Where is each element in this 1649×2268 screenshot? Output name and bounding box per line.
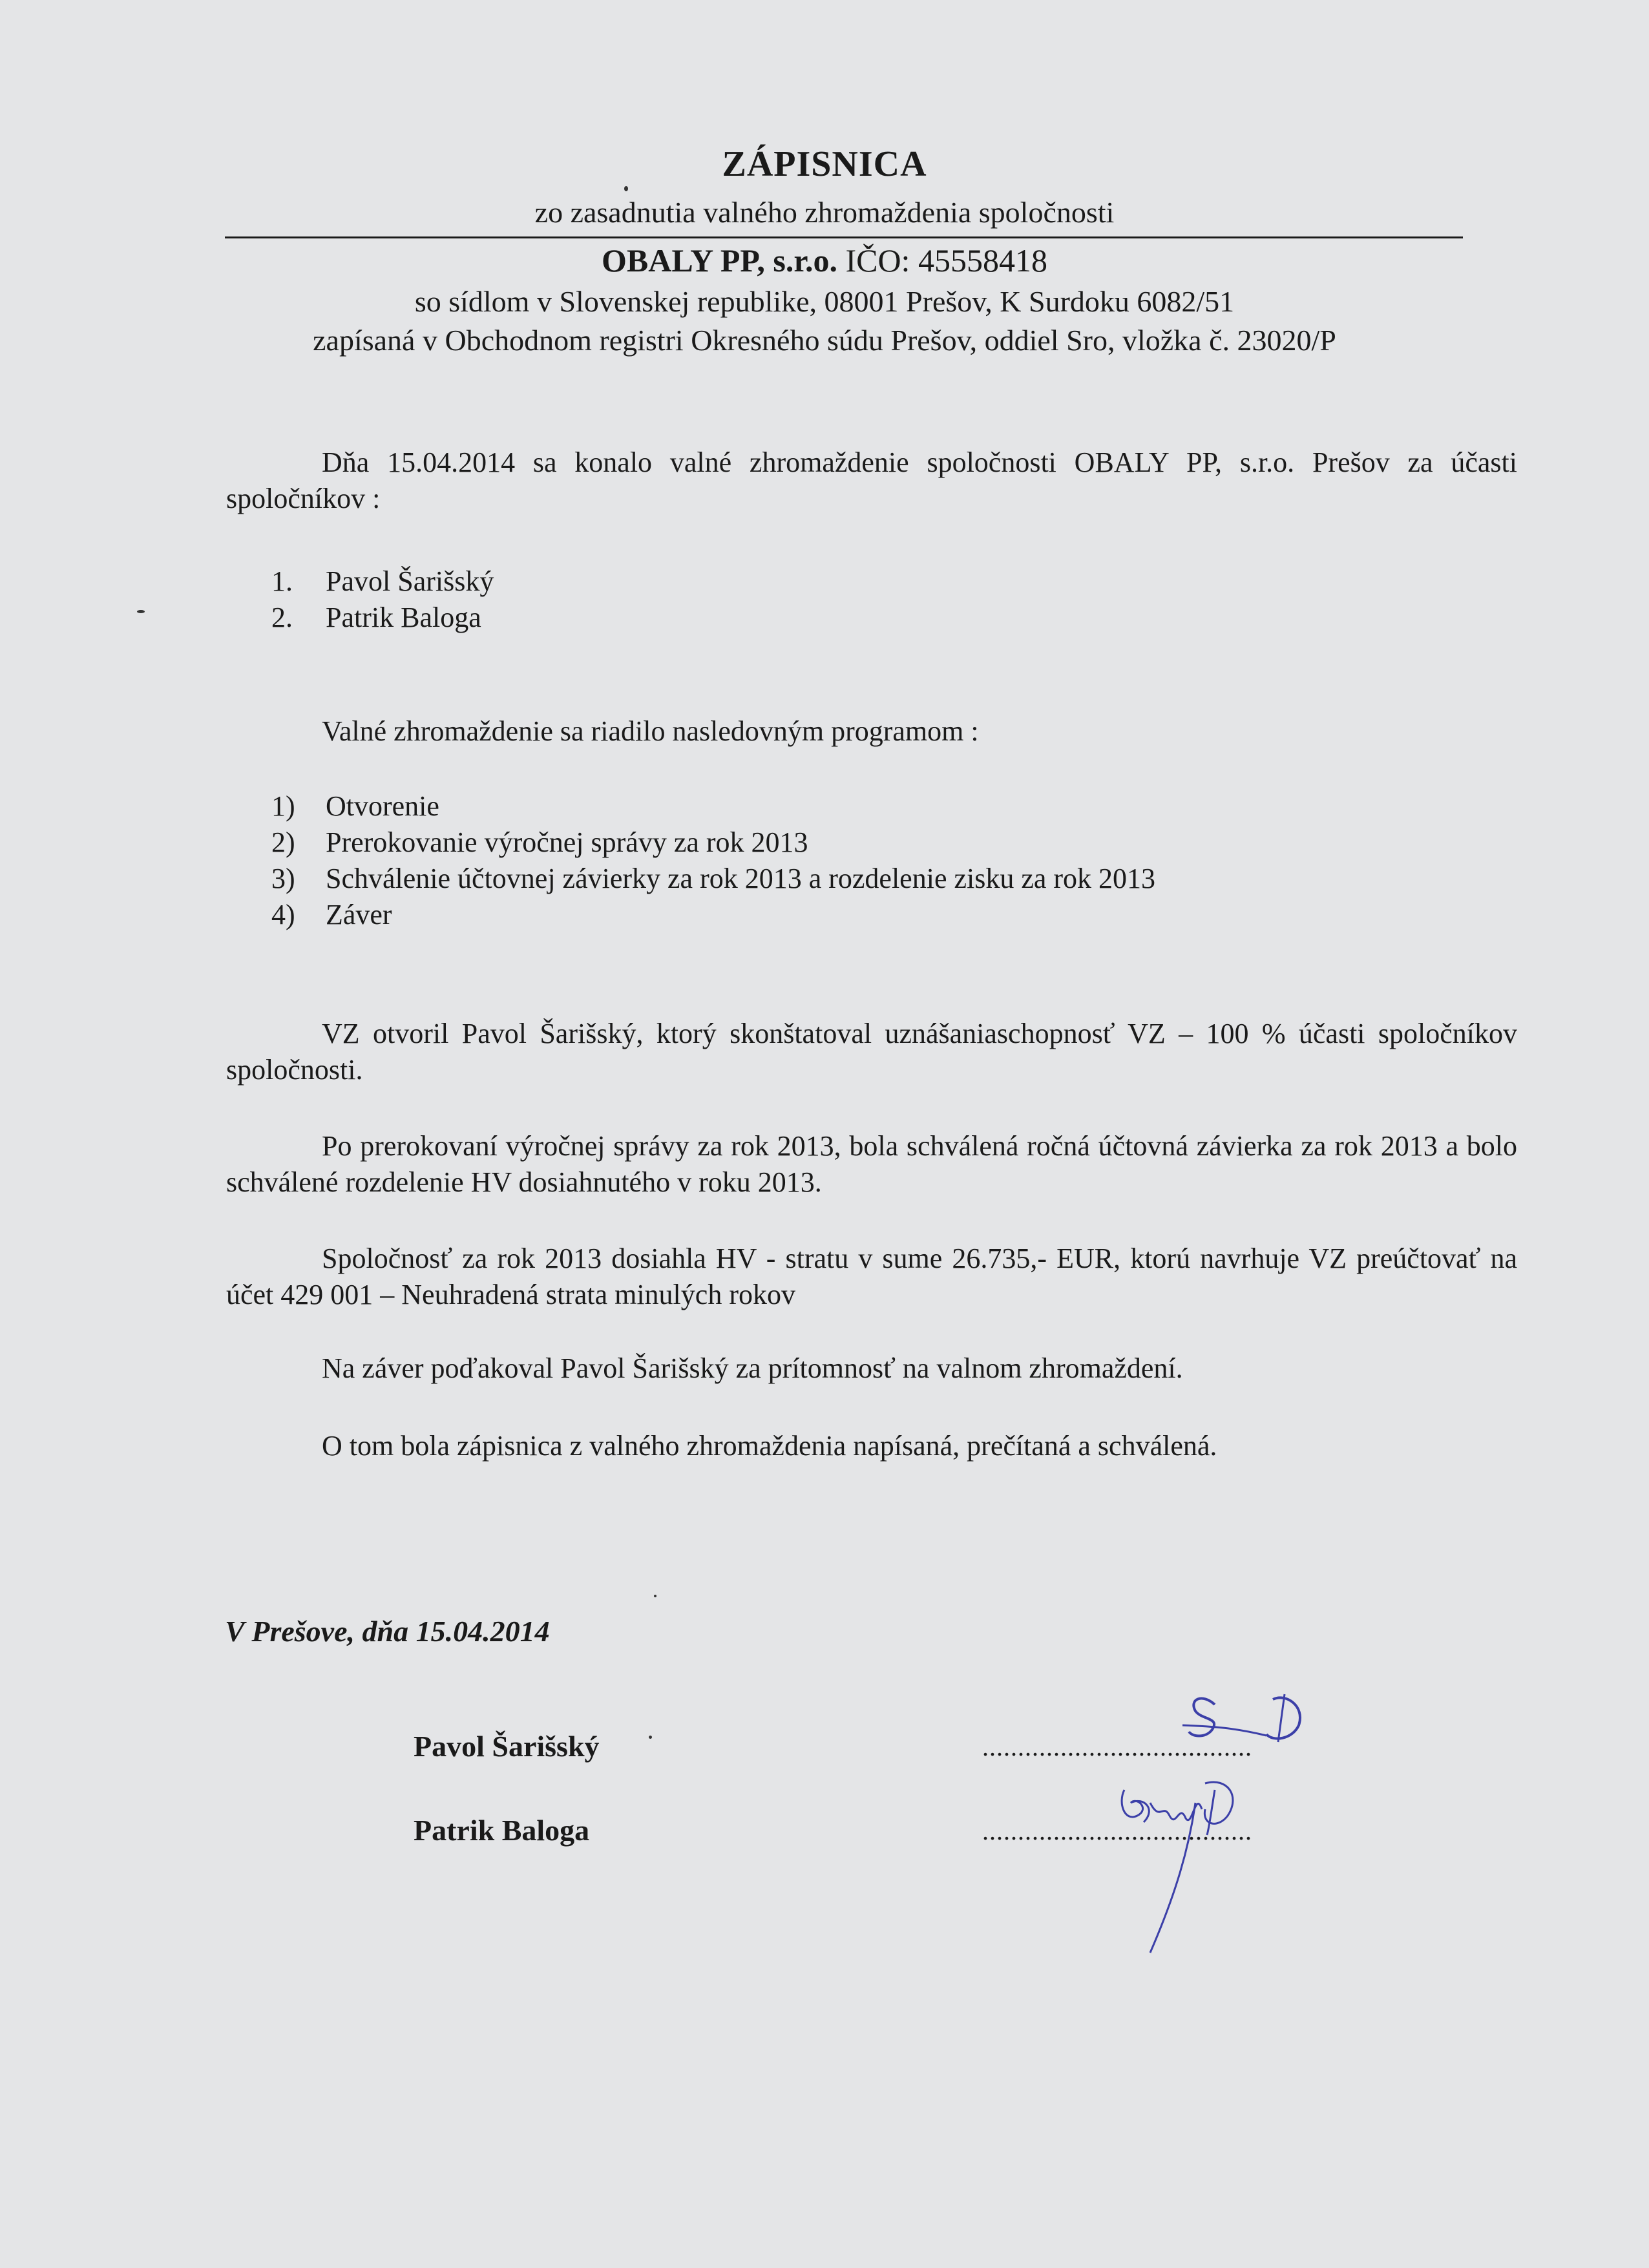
list-item-name: Patrik Baloga [326,602,481,633]
paragraph-thanks: Na záver poďakoval Pavol Šarišský za prítomnosť na valnom zhromaždení. [322,1352,1183,1384]
list-item [271,563,494,600]
partners-list [271,563,494,636]
signature-line: ...................................... [982,1732,1252,1761]
list-item-number: 1. [271,565,293,597]
list-item-name: Pavol Šarišský [326,565,494,597]
list-item [271,824,1155,861]
document-subtitle: zo zasadnutia valného zhromaždenia spoločnosti [534,196,1115,229]
list-item-number: 4) [271,899,295,930]
list-item-number: 1) [271,790,295,822]
list-item [271,897,1155,933]
paragraph-approval: Po prerokovaní výročnej správy za rok 2013, bola schválená ročná účtovná závierka za rok 2013 a bolo schválené rozdelenie HV dosiahnutého v roku 2013. [226,1130,1517,1198]
paragraph-loss: Spoločnosť za rok 2013 dosiahla HV - stratu v sume 26.735,- EUR, ktorú navrhuje VZ preúčtovať na účet 429 001 – Neuhradená strata minulých rokov [226,1243,1517,1310]
company-name: OBALY PP, s.r.o. [602,242,837,278]
list-item-text: Schválenie účtovnej závierky za rok 2013 a rozdelenie zisku za rok 2013 [326,863,1156,894]
intro-paragraph: Dňa 15.04.2014 sa konalo valné zhromaždenie spoločnosti OBALY PP, s.r.o. Prešov za účasti spoločníkov : [226,446,1517,514]
list-item-text: Záver [326,899,392,930]
paragraph-opening: VZ otvoril Pavol Šarišský, ktorý skonštatoval uznášaniaschopnosť VZ – 100 % účasti spoločníkov spoločnosti. [226,1018,1517,1086]
list-item [271,788,1155,824]
list-item-number: 2. [271,602,293,633]
handwritten-signature-2 [1098,1764,1266,1958]
scan-speck [624,186,628,191]
list-item [271,861,1155,897]
document-title: ZÁPISNICA [722,144,927,184]
place-date: V Prešove, dňa 15.04.2014 [225,1615,550,1648]
list-item-number: 3) [271,863,295,894]
scan-speck [137,610,145,613]
signer-name: Pavol Šarišský [414,1730,600,1763]
company-line [0,242,1649,279]
signature-line: ...................................... [982,1816,1252,1845]
list-item [271,600,494,636]
company-register: zapísaná v Obchodnom registri Okresného súdu Prešov, oddiel Sro, vložka č. 23020/P [313,324,1336,357]
scan-speck [654,1595,656,1597]
list-item-text: Prerokovanie výročnej správy za rok 2013 [326,826,808,858]
scan-speck [649,1736,652,1739]
list-item-text: Otvorenie [326,790,439,822]
program-intro: Valné zhromaždenie sa riadilo nasledovným programom : [322,715,979,747]
company-ico: IČO: 45558418 [845,242,1047,278]
header-divider [225,236,1463,238]
handwritten-signature-1 [1176,1680,1325,1758]
paragraph-closing: O tom bola zápisnica z valného zhromaždenia napísaná, prečítaná a schválená. [322,1430,1217,1462]
program-list [271,788,1155,933]
signer-name: Patrik Baloga [414,1814,590,1847]
company-seat: so sídlom v Slovenskej republike, 08001 Prešov, K Surdoku 6082/51 [414,285,1235,318]
list-item-number: 2) [271,826,295,858]
